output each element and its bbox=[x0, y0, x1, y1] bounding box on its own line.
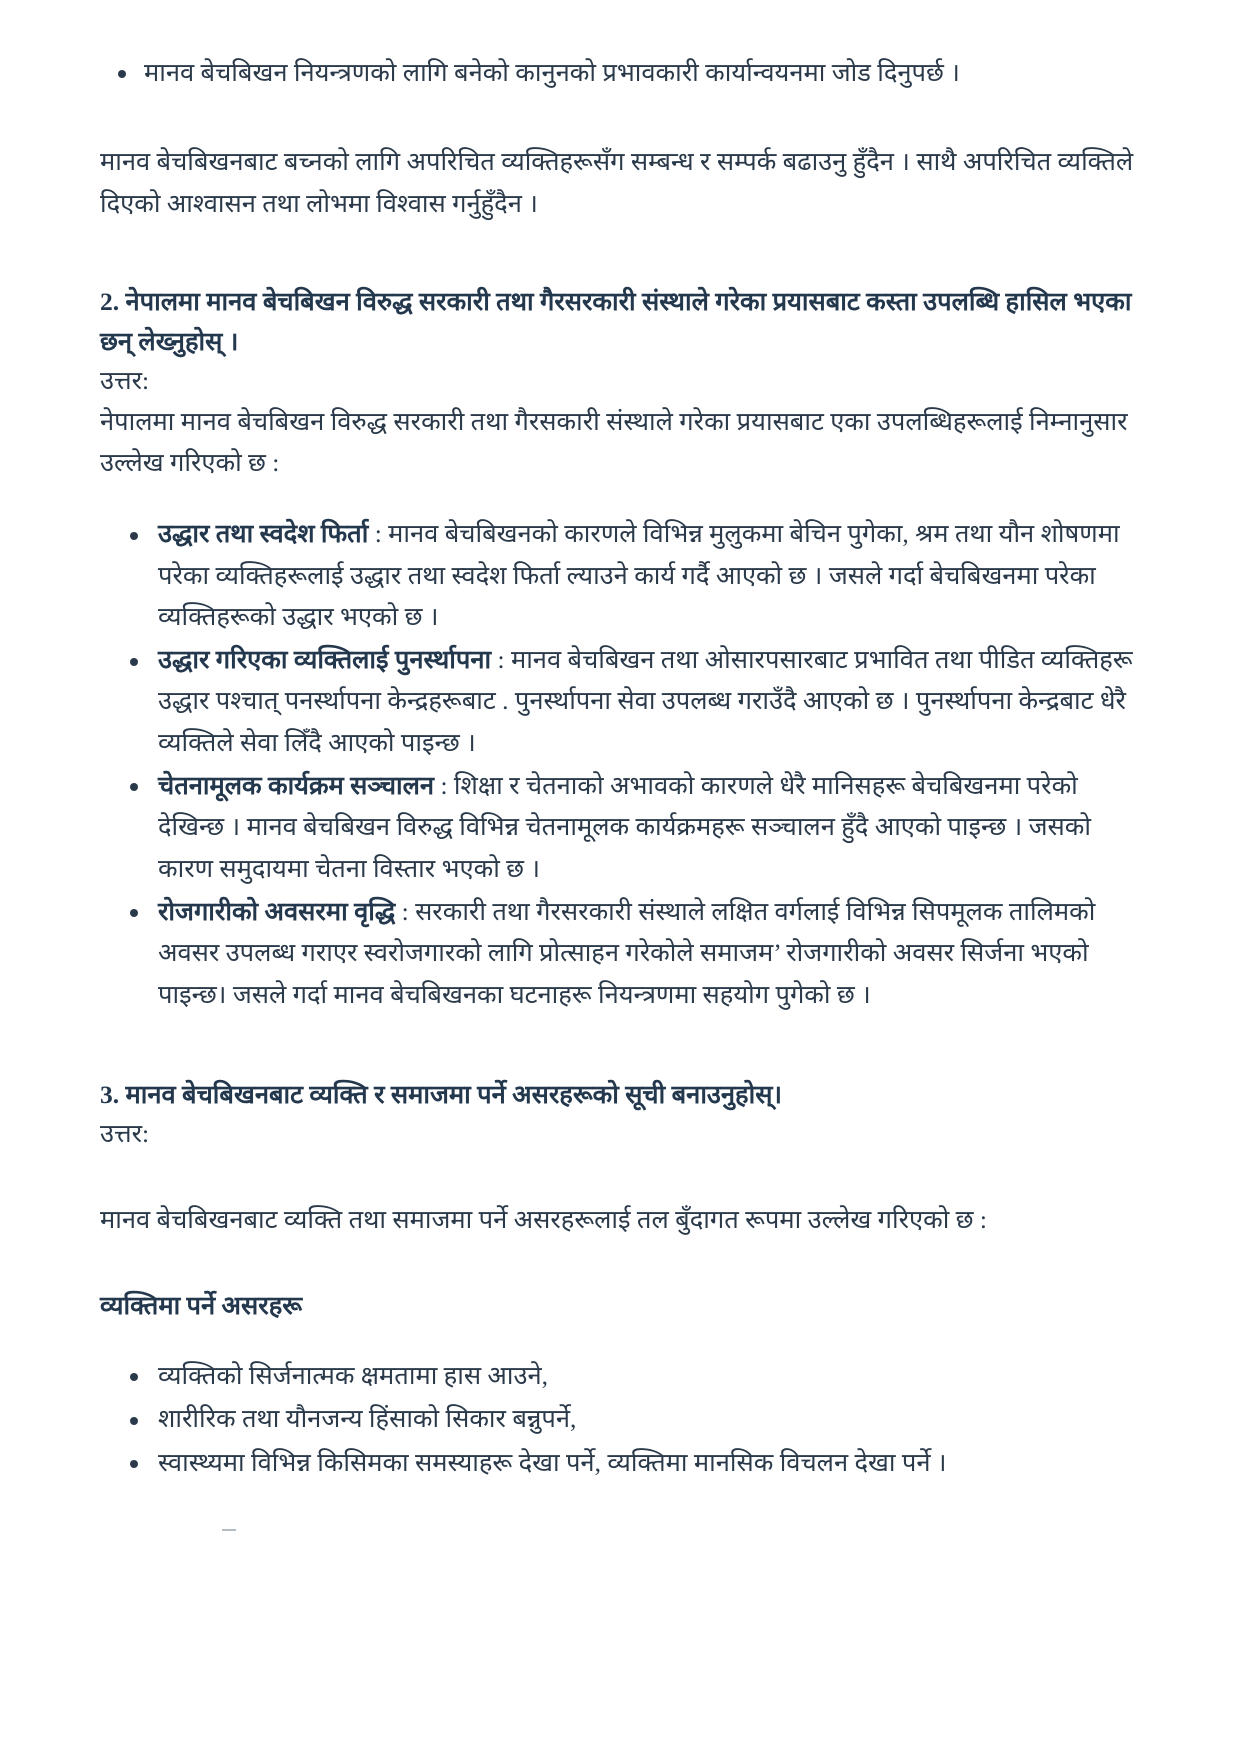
point-lead: उद्धार गरिएका व्यक्तिलाई पुनर्स्थापना bbox=[158, 645, 492, 675]
question-3-heading: 3. मानव बेचबिखनबाट व्यक्ति र समाजमा पर्ने असरहरूको सूची बनाउनुहोस्। bbox=[100, 1079, 783, 1109]
point-body: व्यक्तिको सिर्जनात्मक क्षमतामा हास आउने, bbox=[158, 1360, 548, 1390]
list-item bbox=[100, 513, 1144, 637]
question-2-answer-intro: नेपालमा मानव बेचबिखन विरुद्ध सरकारी तथा गैरसकारी संस्थाले गरेका प्रयासबाट एका उपलब्धिहरूलाई निम्नानुसार उल्लेख गरिएको छ : bbox=[100, 406, 1128, 477]
spacer bbox=[100, 1325, 1144, 1355]
question-2-answer-label: उत्तर: bbox=[100, 366, 150, 396]
list-item bbox=[100, 1355, 1144, 1396]
spacer bbox=[100, 1153, 1144, 1199]
question-3-subheading: व्यक्तिमा पर्ने असरहरू bbox=[100, 1290, 303, 1320]
point-body: : सरकारी तथा गैरसरकारी संस्थाले लक्षित वर्गलाई विभिन्न सिपमूलक तालिमको अवसर उपलब्ध गराएर स्वरोजगारको लागि प्रोत्साहन गरेकोले समाजम’ रोजगारीको अवसर सिर्जना भएको पाइन्छ। जसले गर्दा मानव बेचबिखनका घटनाहरू नियन्त्रणमा सहयोग पुगेको छ । bbox=[158, 896, 1096, 1009]
point-lead: उद्धार तथा स्वदेश फिर्ता bbox=[158, 519, 369, 549]
point-lead: चेतनामूलक कार्यक्रम सञ्चालन bbox=[158, 771, 435, 801]
point-body: स्वास्थ्यमा विभिन्न किसिमका समस्याहरू देखा पर्ने, व्यक्तिमा मानसिक विचलन देखा पर्ने । bbox=[158, 1447, 947, 1477]
list-item bbox=[100, 52, 1144, 93]
question-3-answer-intro: मानव बेचबिखनबाट व्यक्ति तथा समाजमा पर्ने असरहरूलाई तल बुँदागत रूपमा उल्लेख गरिएको छ : bbox=[100, 1205, 988, 1235]
point-body: शारीरिक तथा यौनजन्य हिंसाको सिकार बन्नुपर्ने, bbox=[158, 1404, 577, 1434]
question-3-answer-label: उत्तर: bbox=[100, 1119, 150, 1149]
point-body: : मानव बेचबिखन तथा ओसारपसारबाट प्रभावित तथा पीडित व्यक्तिहरू उद्धार पश्चात् पनर्स्थापना केन्द्रहरूबाट . पुनर्स्थापना सेवा उपलब्ध गराउँदै आएको छ । पुनर्स्थापना केन्द्रबाट धेरै व्यक्तिले सेवा लिँदै आएको पाइन्छ । bbox=[158, 645, 1133, 757]
point-lead: रोजगारीको अवसरमा वृद्धि bbox=[158, 896, 396, 926]
point-body: : मानव बेचबिखनको कारणले विभिन्न मुलुकमा बेचिन पुगेका, श्रम तथा यौन शोषणमा परेका व्यक्तिहरूलाई उद्धार तथा स्वदेश फिर्ता ल्याउने कार्य गर्दै आएको छ । जसले गर्दा बेचबिखनमा परेका व्यक्तिहरूको उद्धार भएको छ । bbox=[158, 519, 1120, 631]
spacer bbox=[100, 95, 1144, 141]
spacer bbox=[100, 483, 1144, 513]
top-bullet-list bbox=[100, 52, 1144, 93]
top-bullet-text: मानव बेचबिखन नियन्त्रणको लागि बनेको कानुनको प्रभावकारी कार्यान्वयनमा जोड दिनुपर्छ । bbox=[144, 58, 960, 87]
question-3-points-list bbox=[100, 1355, 1144, 1483]
list-item bbox=[100, 639, 1144, 763]
point-body: : शिक्षा र चेतनाको अभावको कारणले धेरै मानिसहरू बेचबिखनमा परेको देखिन्छ । मानव बेचबिखन विरुद्ध विभिन्न चेतनामूलक कार्यक्रमहरू सञ्चालन हुँदै आएको पाइन्छ । जसको कारण समुदायमा चेतना विस्तार भएको छ । bbox=[158, 771, 1091, 883]
spacer bbox=[100, 1241, 1144, 1287]
question-2-points-list bbox=[100, 513, 1144, 1015]
spacer bbox=[100, 1017, 1144, 1075]
list-item bbox=[100, 1398, 1144, 1439]
page-footer-mark bbox=[222, 1529, 236, 1531]
spacer bbox=[100, 224, 1144, 282]
list-item bbox=[100, 891, 1144, 1015]
list-item bbox=[100, 1442, 1144, 1483]
intro-paragraph: मानव बेचबिखनबाट बच्नको लागि अपरिचित व्यक्तिहरूसँग सम्बन्ध र सम्पर्क बढाउनु हुँदैन । साथै अपरिचित व्यक्तिले दिएको आश्वासन तथा लोभमा विश्वास गर्नुहुँदैन । bbox=[100, 147, 1134, 218]
question-2-heading: 2. नेपालमा मानव बेचबिखन विरुद्ध सरकारी तथा गैरसरकारी संस्थाले गरेका प्रयासबाट कस्ता उपलब्धि हासिल भएका छन् लेख्नुहोस् । bbox=[100, 286, 1132, 357]
list-item bbox=[100, 765, 1144, 889]
